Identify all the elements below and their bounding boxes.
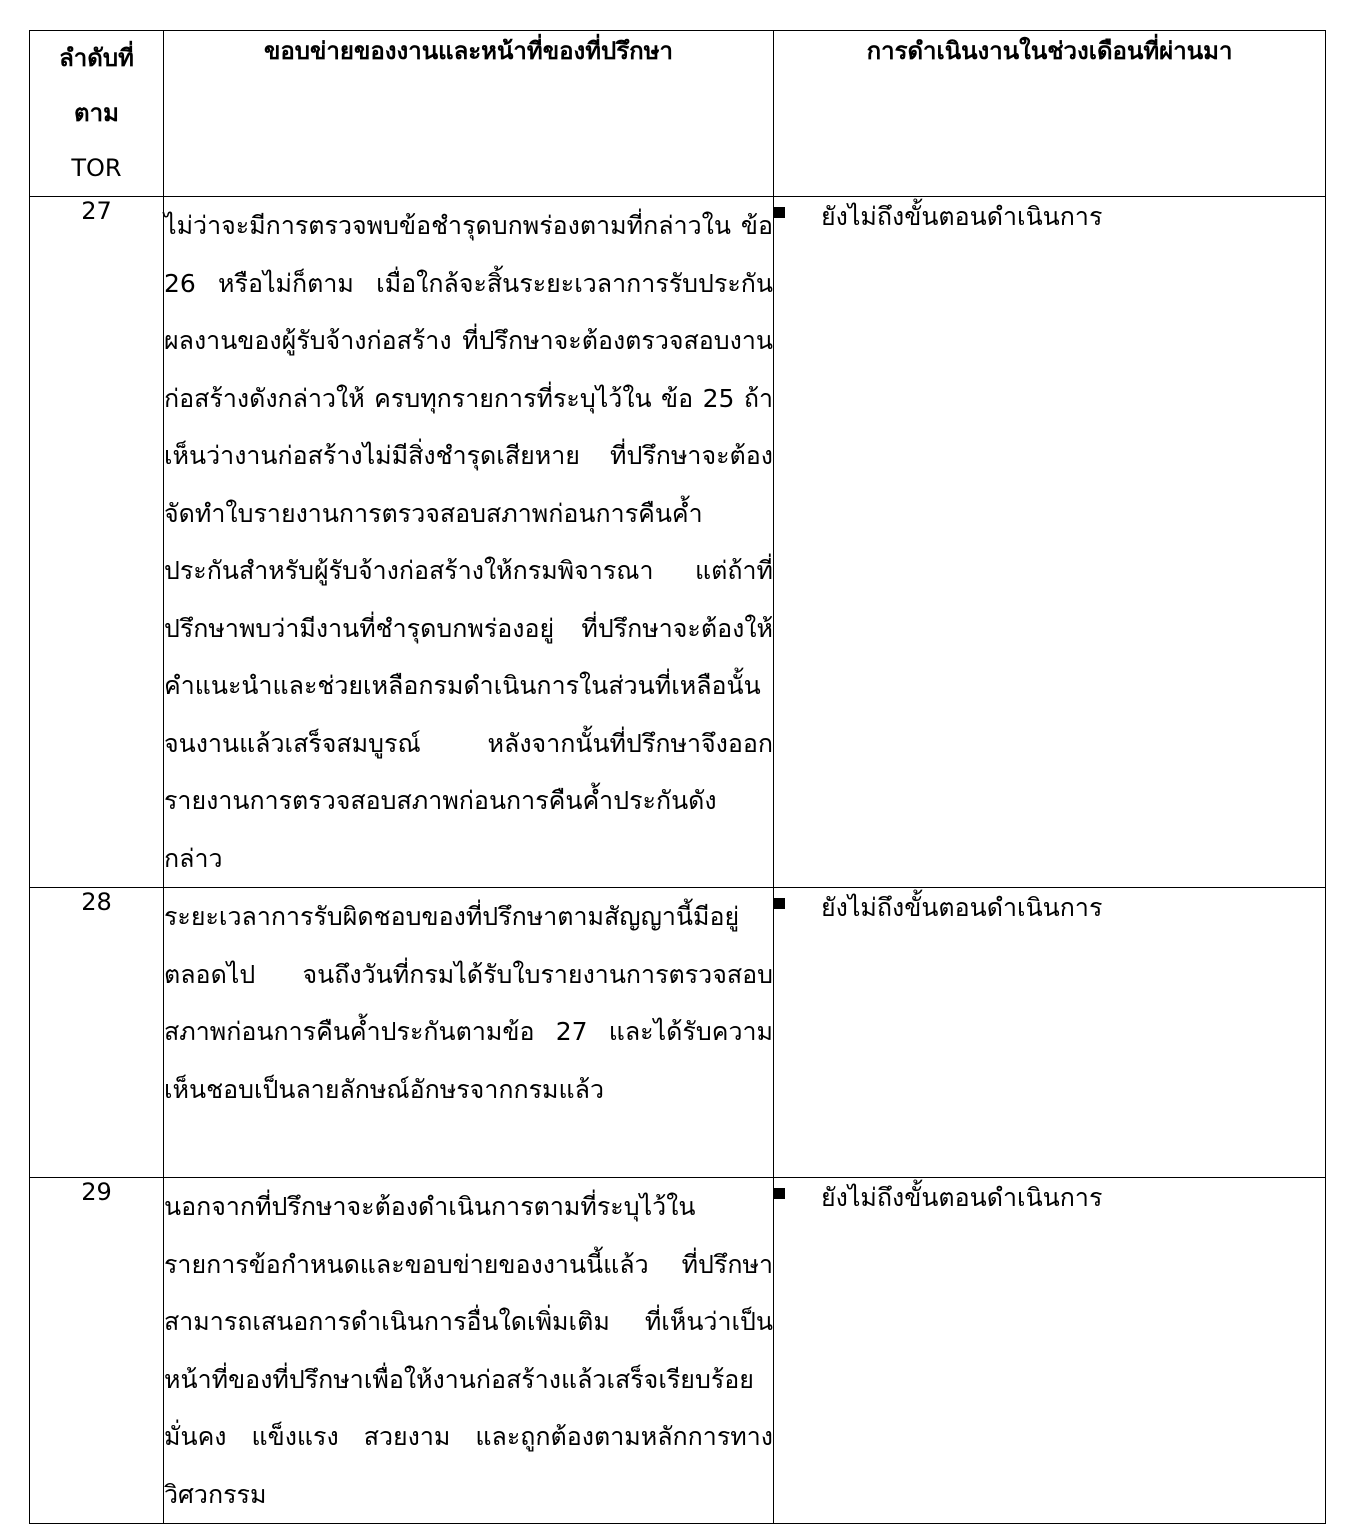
table-row (30, 197, 1326, 888)
status-text: ยังไม่ถึงขั้นตอนดำเนินการ (821, 202, 1103, 231)
table-row (30, 1178, 1326, 1524)
row-number: 28 (30, 888, 164, 1178)
header-seq-line2: ตาม (74, 99, 119, 127)
row-description: ไม่ว่าจะมีการตรวจพบข้อชำรุดบกพร่องตามที่กล่าวใน ข้อ 26 หรือไม่ก็ตาม เมื่อใกล้จะสิ้นระยะเวลาการรับประกันผลงานของผู้รับจ้างก่อสร้าง ที่ปรึกษาจะต้องตรวจสอบงานก่อสร้างดังกล่าวให้ ครบทุกรายการที่ระบุไว้ใน ข้อ 25 ถ้าเห็นว่างานก่อสร้างไม่มีสิ่งชำรุดเสียหาย ที่ปรึกษาจะต้องจัดทำใบรายงานการตรวจสอบสภาพก่อนการคืนค้ำประกันสำหรับผู้รับจ้างก่อสร้างให้กรมพิจารณา แต่ถ้าที่ปรึกษาพบว่ามีงานที่ชำรุดบกพร่องอยู่ ที่ปรึกษาจะต้องให้คำแนะนำและช่วยเหลือกรมดำเนินการในส่วนที่เหลือนั้นจนงานแล้วเสร็จสมบูรณ์ หลังจากนั้นที่ปรึกษาจึงออกรายงานการตรวจสอบสภาพก่อนการคืนค้ำประกันดังกล่าว (164, 197, 774, 888)
status-text: ยังไม่ถึงขั้นตอนดำเนินการ (821, 893, 1103, 922)
tor-table (29, 30, 1326, 1524)
table-row (30, 888, 1326, 1178)
row-status (774, 197, 1326, 888)
row-description: ระยะเวลาการรับผิดชอบของที่ปรึกษาตามสัญญานี้มีอยู่ตลอดไป จนถึงวันที่กรมได้รับใบรายงานการตรวจสอบสภาพก่อนการคืนค้ำประกันตามข้อ 27 และได้รับความเห็นชอบเป็นลายลักษณ์อักษรจากกรมแล้ว (164, 888, 774, 1178)
row-description: นอกจากที่ปรึกษาจะต้องดำเนินการตามที่ระบุไว้ในรายการข้อกำหนดและขอบข่ายของงานนี้แล้ว ที่ปรึกษาสามารถเสนอการดำเนินการอื่นใดเพิ่มเติม ที่เห็นว่าเป็นหน้าที่ของที่ปรึกษาเพื่อให้งานก่อสร้างแล้วเสร็จเรียบร้อยมั่นคง แข็งแรง สวยงาม และถูกต้องตามหลักการทางวิศวกรรม (164, 1178, 774, 1524)
header-progress: การดำเนินงานในช่วงเดือนที่ผ่านมา (774, 31, 1326, 197)
header-seq-line1: ลำดับที่ (59, 44, 134, 72)
status-text: ยังไม่ถึงขั้นตอนดำเนินการ (821, 1183, 1103, 1212)
row-status (774, 1178, 1326, 1524)
header-seq-line3: TOR (71, 154, 122, 182)
bullet-square-icon (774, 207, 785, 218)
header-row (30, 31, 1326, 197)
row-number: 27 (30, 197, 164, 888)
row-status (774, 888, 1326, 1178)
bullet-square-icon (774, 1188, 785, 1199)
header-seq (30, 31, 164, 197)
bullet-square-icon (774, 898, 785, 909)
row-number: 29 (30, 1178, 164, 1524)
header-scope: ขอบข่ายของงานและหน้าที่ของที่ปรึกษา (164, 31, 774, 197)
